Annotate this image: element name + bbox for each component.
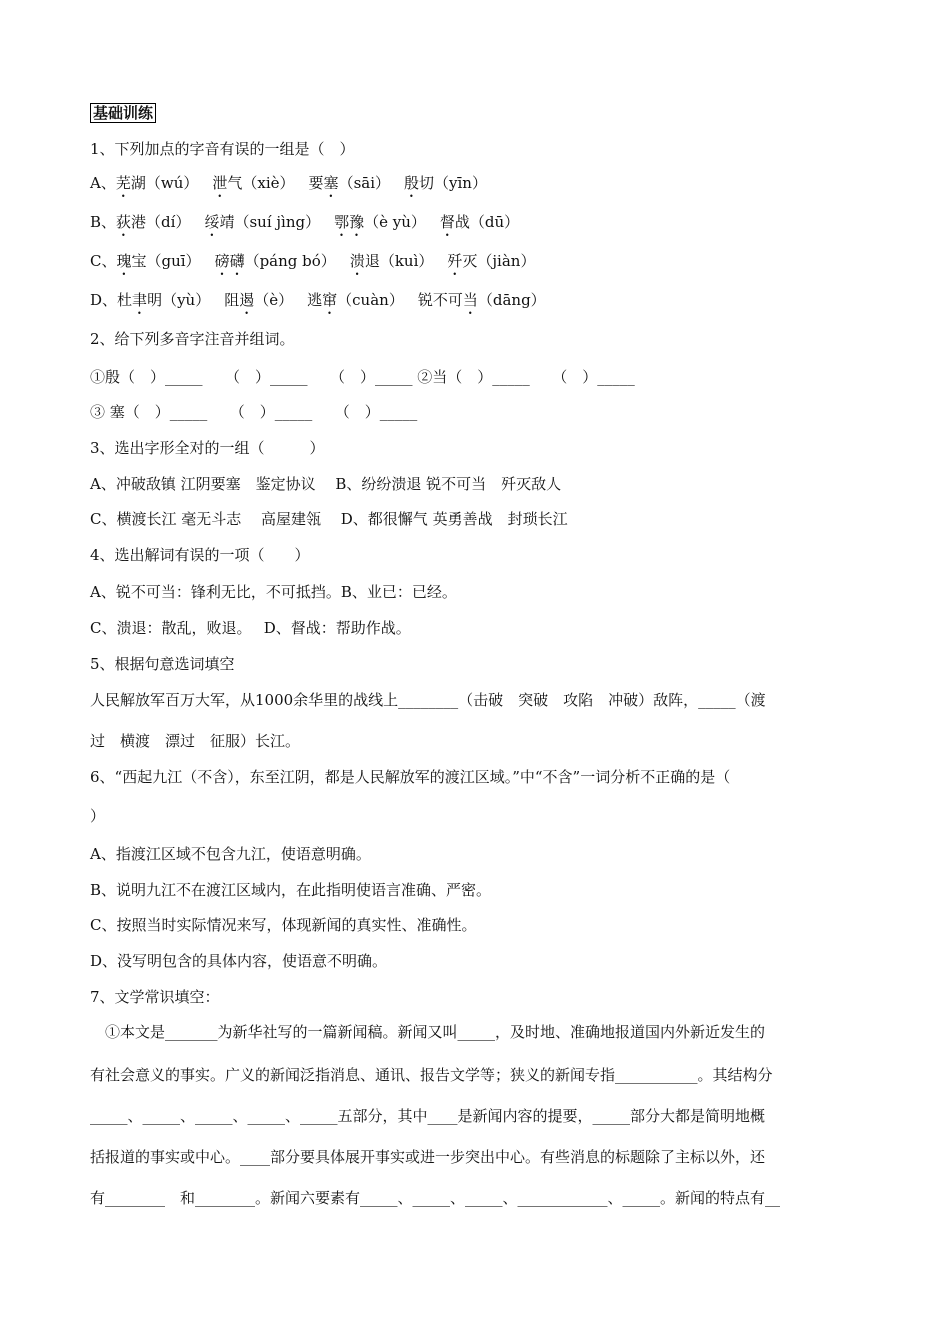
dotted-character: 遏 bbox=[239, 291, 255, 309]
pronunciation-item bbox=[404, 174, 487, 192]
question-7-stem: 7、文学常识填空： bbox=[90, 988, 220, 1006]
question-2-stem: 2、给下列多音字注音并组词。 bbox=[90, 330, 295, 348]
dotted-character: 殷 bbox=[404, 174, 420, 192]
question-6-option: B、说明九江不在渡江区域内，在此指明使语言准确、严密。 bbox=[90, 881, 492, 899]
dotted-character: 督 bbox=[439, 213, 455, 231]
item-prefix: 逃 bbox=[307, 291, 323, 309]
dotted-character: 歼 bbox=[447, 252, 463, 270]
question-6-option: C、按照当时实际情况来写，体现新闻的真实性、准确性。 bbox=[90, 916, 477, 934]
item-pinyin: 靖（suí jìng） bbox=[219, 213, 321, 231]
item-pinyin: （è） bbox=[254, 291, 294, 309]
dotted-character: 荻 bbox=[116, 213, 132, 231]
pronunciation-item bbox=[350, 252, 434, 270]
dotted-character: 瑰 bbox=[116, 252, 132, 270]
item-pinyin: （páng bó） bbox=[244, 252, 336, 270]
dotted-character: 聿 bbox=[132, 291, 148, 309]
pronunciation-item bbox=[212, 174, 294, 192]
pronunciation-item bbox=[440, 213, 519, 231]
item-pinyin: 明（yù） bbox=[147, 291, 211, 309]
question-4-row: A、锐不可当：锋利无比，不可抵挡。B、业已：已经。 bbox=[90, 583, 457, 601]
question-5-row: 过 横渡 漂过 征服）长江。 bbox=[90, 732, 301, 750]
dotted-character: 当 bbox=[462, 291, 478, 309]
item-pinyin: 气（xiè） bbox=[227, 174, 295, 192]
section-title-line bbox=[90, 103, 156, 123]
item-pinyin: 灭（jiàn） bbox=[462, 252, 536, 270]
question-6-option: A、指渡江区域不包含九江，使语意明确。 bbox=[90, 845, 371, 863]
option-label: A、 bbox=[90, 174, 116, 192]
item-prefix: 阻 bbox=[224, 291, 240, 309]
item-pinyin: （dāng） bbox=[477, 291, 546, 309]
pronunciation-item bbox=[116, 213, 190, 231]
question-6-stem: 6、“西起九江（不含），东至江阴，都是人民解放军的渡江区域。”中“不含”一词分析不正确的是（ bbox=[90, 768, 731, 786]
dotted-character: 溃 bbox=[349, 252, 365, 270]
dotted-character: 磅礴 bbox=[214, 252, 245, 270]
question-7-line: 有社会意义的事实。广义的新闻泛指消息、通讯、报告文学等；狭义的新闻专指___________。其结构分 bbox=[90, 1066, 773, 1084]
pronunciation-item bbox=[117, 291, 210, 309]
item-pinyin: 湖（wú） bbox=[130, 174, 199, 192]
question-1-option bbox=[90, 212, 519, 240]
question-1-option bbox=[90, 173, 487, 201]
item-pinyin: 宝（guī） bbox=[131, 252, 201, 270]
question-7-line: 括报道的事实或中心。____部分要具体展开事实或进一步突出中心。有些消息的标题除了主标以外，还 bbox=[90, 1148, 766, 1166]
question-7-line: _____、_____、_____、_____、_____五部分，其中____是新闻内容的提要，_____部分大都是简明地概 bbox=[90, 1107, 766, 1125]
dotted-character: 泄 bbox=[212, 174, 228, 192]
item-pinyin: 战（dū） bbox=[454, 213, 520, 231]
dotted-character: 塞 bbox=[323, 174, 339, 192]
question-5-stem: 5、根据句意选词填空 bbox=[90, 655, 235, 673]
pronunciation-item bbox=[309, 174, 390, 192]
dotted-character: 芜 bbox=[115, 174, 131, 192]
question-1-option bbox=[90, 290, 546, 318]
dotted-character: 鄂豫 bbox=[334, 213, 365, 231]
dotted-character: 绥 bbox=[204, 213, 220, 231]
question-1-option bbox=[90, 251, 535, 279]
question-7-line: ①本文是_______为新华社写的一篇新闻稿。新闻又叫_____，及时地、准确地报道国内外新近发生的 bbox=[90, 1023, 766, 1041]
item-pinyin: （sāi） bbox=[338, 174, 391, 192]
item-pinyin: （è yù） bbox=[364, 213, 426, 231]
pronunciation-item bbox=[307, 291, 404, 309]
item-pinyin: 切（yīn） bbox=[419, 174, 487, 192]
pronunciation-item bbox=[116, 174, 199, 192]
question-6-stem-cont: ） bbox=[90, 807, 106, 825]
option-label: B、 bbox=[90, 213, 117, 231]
option-label: D、 bbox=[90, 291, 118, 309]
item-prefix: 锐不可 bbox=[417, 291, 463, 309]
item-pinyin: 退（kuì） bbox=[364, 252, 434, 270]
question-4-stem: 4、选出解词有误的一项（ ） bbox=[90, 546, 310, 564]
section-title: 基础训练 bbox=[90, 103, 156, 123]
dotted-character: 窜 bbox=[322, 291, 338, 309]
pronunciation-item bbox=[334, 213, 426, 231]
pronunciation-item bbox=[116, 252, 200, 270]
question-7-line: 有________ 和________。新闻六要素有_____、_____、_____、____________、_____。新闻的特点有__ bbox=[90, 1189, 781, 1207]
question-1-stem: 1、下列加点的字音有误的一组是（ ） bbox=[90, 140, 355, 158]
question-2-row: ①殷（ ）_____ （ ）_____ （ ）_____ ②当（ ）_____ （ ）_____ bbox=[90, 368, 635, 386]
question-3-row: C、横渡长江 毫无斗志 高屋建瓴 D、都很懈气 英勇善战 封琐长江 bbox=[90, 510, 568, 528]
question-3-stem: 3、选出字形全对的一组（ ） bbox=[90, 439, 325, 457]
question-2-row: ③ 塞（ ）_____ （ ）_____ （ ）_____ bbox=[90, 403, 418, 421]
item-prefix: 要 bbox=[308, 174, 324, 192]
pronunciation-item bbox=[418, 291, 546, 309]
question-6-option: D、没写明包含的具体内容，使语意不明确。 bbox=[90, 952, 388, 970]
pronunciation-item bbox=[447, 252, 535, 270]
item-pinyin: 港（dí） bbox=[131, 213, 191, 231]
question-3-row: A、冲破敌镇 江阴要塞 鉴定协议 B、纷纷溃退 锐不可当 歼灭敌人 bbox=[90, 475, 562, 493]
pronunciation-item bbox=[215, 252, 336, 270]
pronunciation-item bbox=[224, 291, 293, 309]
question-5-row: 人民解放军百万大军，从1000余华里的战线上________（击破 突破 攻陷 冲破）敌阵，_____（渡 bbox=[90, 691, 766, 709]
item-prefix: 杜 bbox=[117, 291, 133, 309]
option-label: C、 bbox=[90, 252, 117, 270]
item-pinyin: （cuàn） bbox=[337, 291, 404, 309]
question-4-row: C、溃退：散乱，败退。 D、督战：帮助作战。 bbox=[90, 619, 411, 637]
pronunciation-item bbox=[204, 213, 320, 231]
